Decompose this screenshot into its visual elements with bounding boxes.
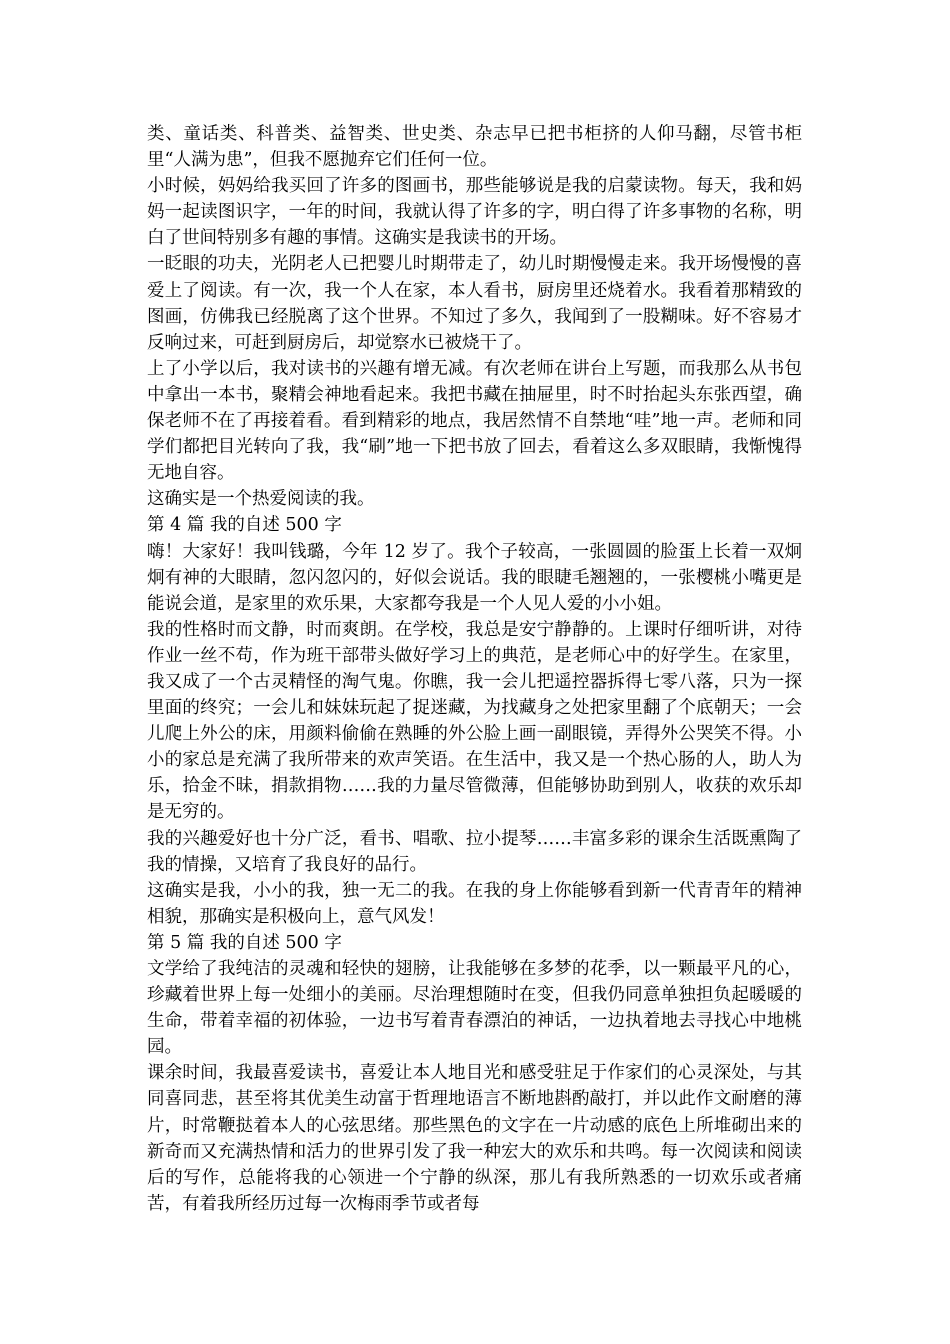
paragraph-self-conclusion: 这确实是我，小小的我，独一无二的我。在我的身上你能够看到新一代青青年的精神相貌，那确实是积极向上，意气风发！ [147, 880, 802, 927]
paragraph-primary-school: 上了小学以后，我对读书的兴趣有增无减。有次老师在讲台上写题，而我那么从书包中拿出一本书，聚精会神地看起来。我把书藏在抽屉里，时不时抬起头东张西望，确保老师不在了再接着看。看到精彩的地点，我居然情不自禁地“哇”地一声。老师和同学们都把目光转向了我，我“刷”地一下把书放了回去，看着这么多双眼睛，我惭愧得无地自容。 [147, 358, 802, 484]
paragraph-reading-categories: 类、童话类、科普类、益智类、世史类、杂志早已把书柜挤的人仰马翻，尽管书柜里“人满为患”，但我不愿抛弃它们任何一位。 [147, 124, 802, 171]
paragraph-reading-conclusion: 这确实是一个热爱阅读的我。 [147, 489, 375, 510]
paragraph-childhood-picture-books: 小时候，妈妈给我买回了许多的图画书，那些能够说是我的启蒙读物。每天，我和妈妈一起读图识字，一年的时间，我就认得了许多的字，明白得了许多事物的名称，明白了世间特别多有趣的事情。这确实是我读书的开场。 [147, 176, 802, 249]
section-heading-5: 第 5 篇 我的自述 500 字 [147, 932, 342, 953]
paragraph-kitchen-story: 一眨眼的功夫，光阴老人已把婴儿时期带走了，幼儿时期慢慢走来。我开场慢慢的喜爱上了阅读。有一次，我一个人在家，本人看书，厨房里还烧着水。我看着那精致的图画，仿佛我已经脱离了这个世界。不知过了多久，我闻到了一股糊味。好不容易才反响过来，可赶到厨房后，却觉察水已被烧干了。 [147, 254, 802, 353]
paragraph-self-introduction: 嗨！大家好！我叫钱璐，今年 12 岁了。我个子较高，一张圆圆的脸蛋上长着一双炯炯有神的大眼睛，忽闪忽闪的，好似会说话。我的眼睫毛翘翘的，一张樱桃小嘴更是能说会道，是家里的欢乐果，大家都夸我是一个人见人爱的小小姐。 [147, 541, 802, 614]
paragraph-spare-time-reading: 课余时间，我最喜爱读书，喜爱让本人地目光和感受驻足于作家们的心灵深处，与其同喜同悲，甚至将其优美生动富于哲理地语言不断地斟酌敲打，并以此作文耐磨的薄片，时常鞭挞着本人的心弦思绪。那些黑色的文字在一片动感的底色上所堆砌出来的新奇而又充满热情和活力的世界引发了我一种宏大的欢乐和共鸣。每一次阅读和阅读后的写作，总能将我的心领进一个宁静的纵深，那儿有我所熟悉的一切欢乐或者痛苦，有着我所经历过每一次梅雨季节或者每 [147, 1063, 802, 1214]
paragraph-hobbies: 我的兴趣爱好也十分广泛，看书、唱歌、拉小提琴……丰富多彩的课余生活既熏陶了我的情操，又培育了我良好的品行。 [147, 828, 802, 875]
document-page [147, 121, 802, 1217]
section-heading-4: 第 4 篇 我的自述 500 字 [147, 515, 342, 536]
paragraph-personality: 我的性格时而文静，时而爽朗。在学校，我总是安宁静静的。上课时仔细听讲，对待作业一丝不苟，作为班干部带头做好学习上的典范，是老师心中的好学生。在家里，我又成了一个古灵精怪的淘气鬼。你瞧，我一会儿把遥控器拆得七零八落，只为一探里面的终究；一会儿和妹妹玩起了捉迷藏，为找藏身之处把家里翻了个底朝天；一会儿爬上外公的床，用颜料偷偷在熟睡的外公脸上画一副眼镜，弄得外公哭笑不得。小小的家总是充满了我所带来的欢声笑语。在生活中，我又是一个热心肠的人，助人为乐，拾金不昧，捐款捐物……我的力量尽管微薄，但能够协助到别人，收获的欢乐却是无穷的。 [147, 619, 802, 823]
paragraph-literature: 文学给了我纯洁的灵魂和轻快的翅膀，让我能够在多梦的花季，以一颗最平凡的心，珍藏着世界上每一处细小的美丽。尽治理想随时在变，但我仍同意单独担负起暖暖的生命，带着幸福的初体验，一边书写着青春漂泊的神话，一边执着地去寻找心中地桃园。 [147, 959, 802, 1058]
